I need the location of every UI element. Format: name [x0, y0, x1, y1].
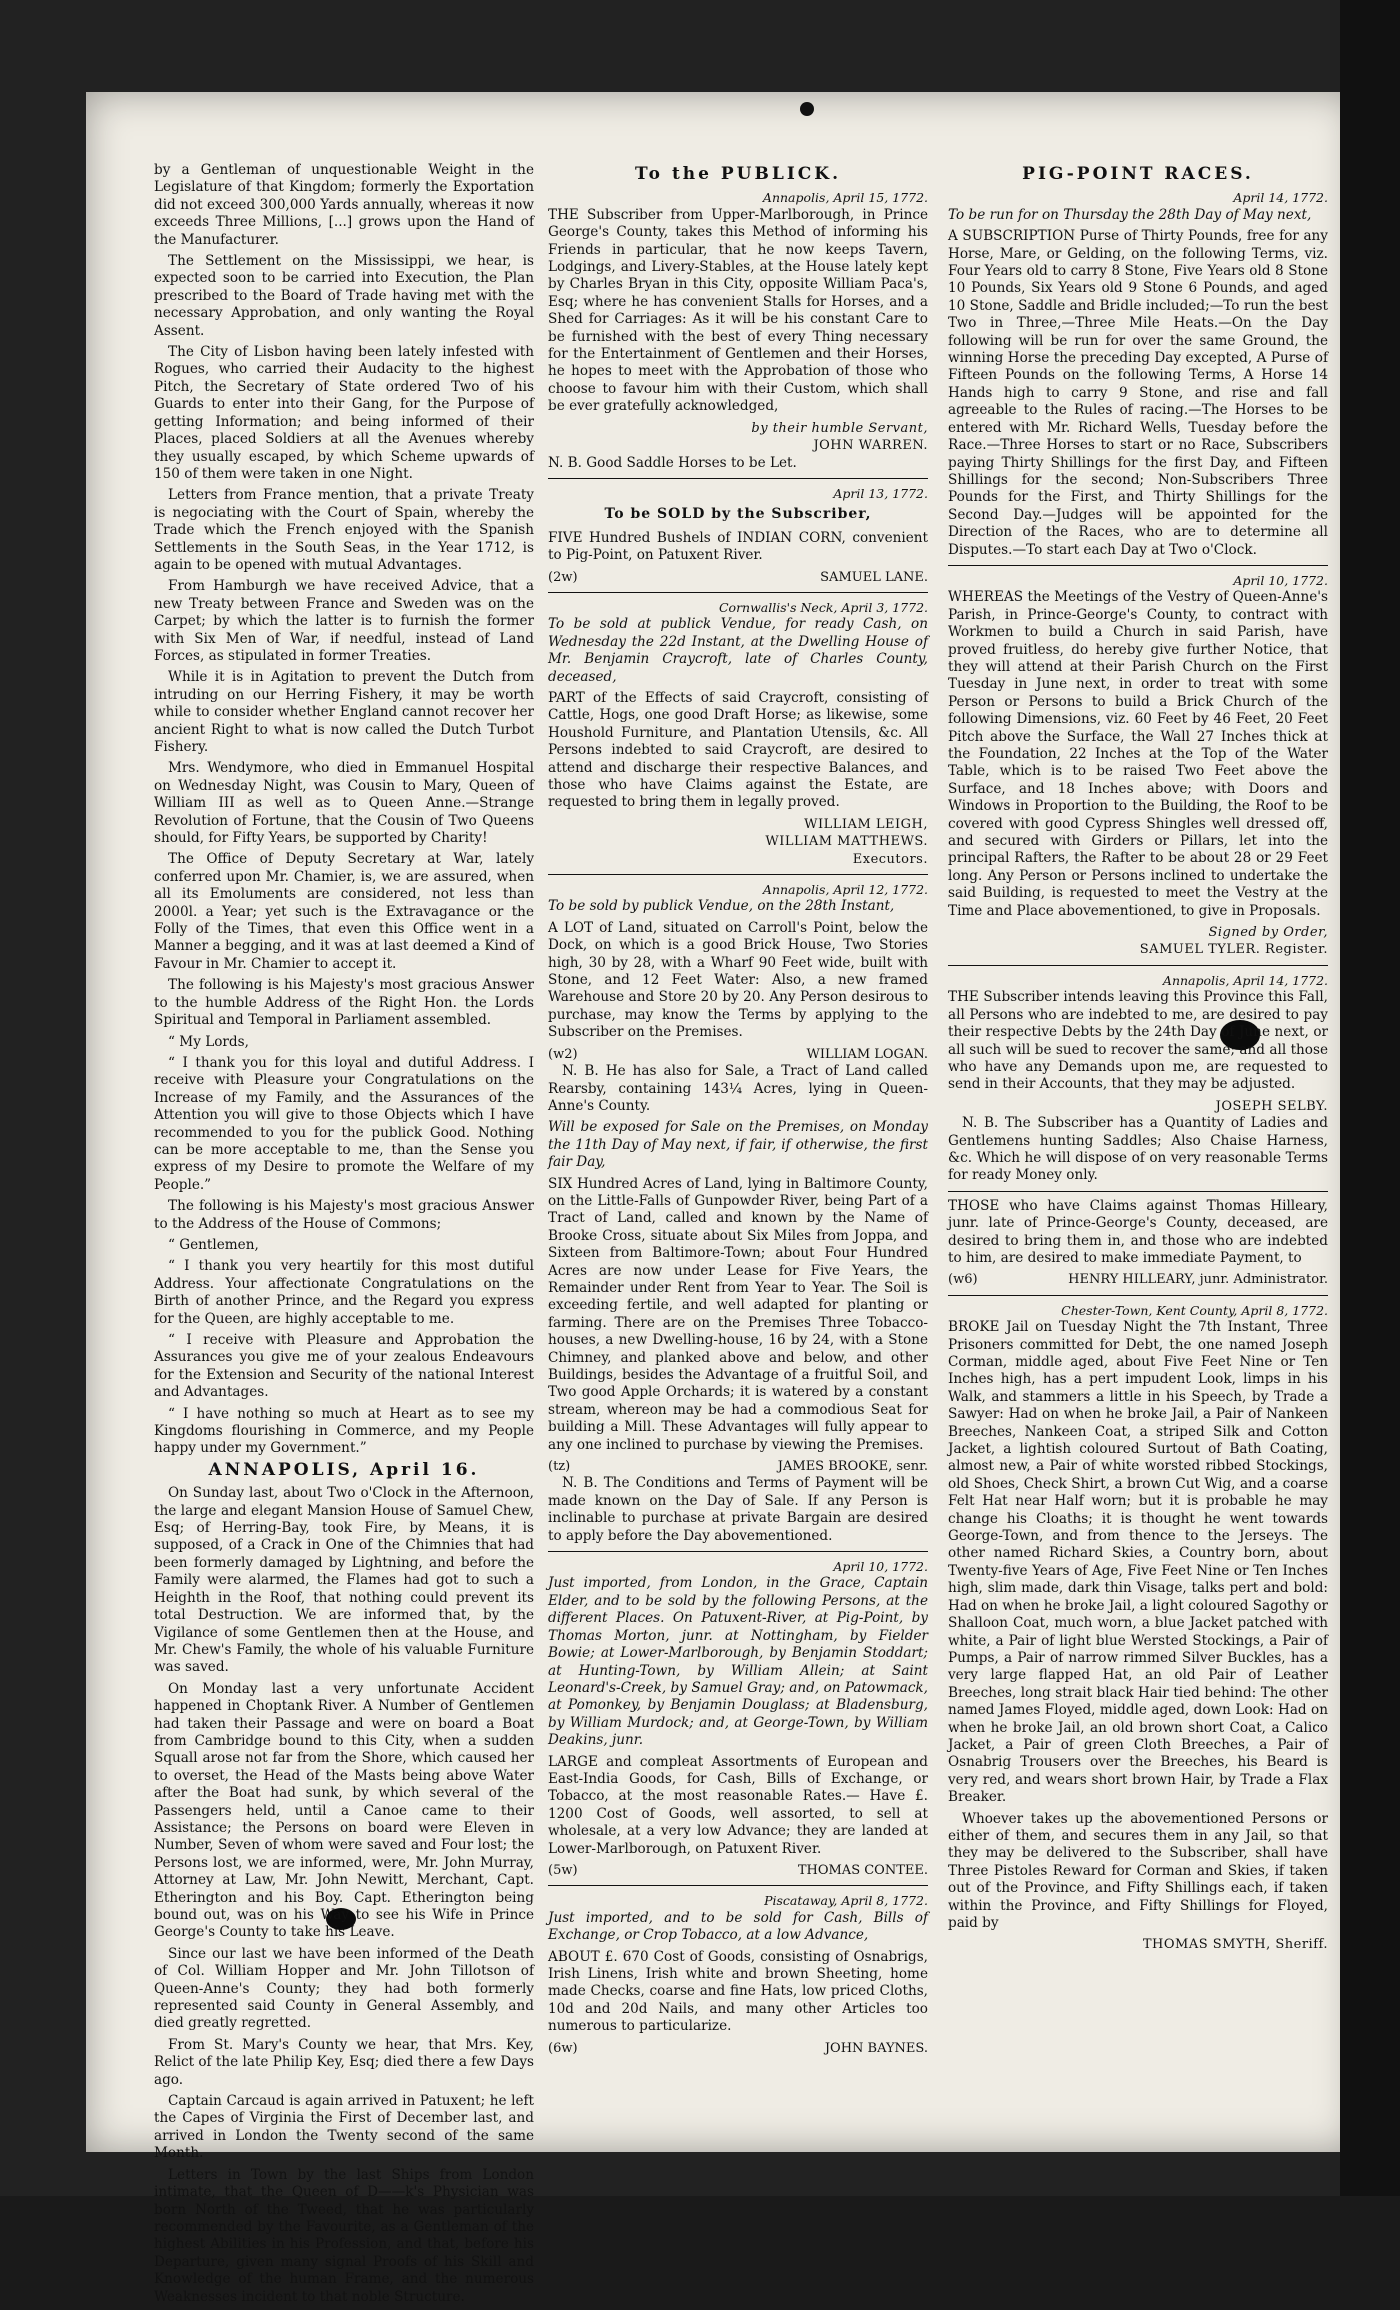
column-advertisements — [548, 162, 928, 2057]
ad-closing: by their humble Servant, — [751, 420, 928, 436]
news-paragraph: The following is his Majesty's most gracious Answer to the Address of the House of Commons; — [154, 1198, 534, 1232]
ad-text: LARGE and compleat Assortments of European and East-India Goods, for Cash, Bills of Exchange, or Tobacco, at the most reasonable Rates.— Have £. 1200 Cost of Goods, well assorted, to sell at wholesale, at a very low Advance; they are landed at Lower-Marlborough, on Patuxent River. — [548, 1753, 928, 1857]
news-paragraph: From St. Mary's County we hear, that Mrs. Key, Relict of the late Philip Key, Esq; died there a few Days ago. — [154, 2036, 534, 2088]
ad-code: (2w) — [548, 569, 578, 585]
ad-intro: Just imported, and to be sold for Cash, Bills of Exchange, or Crop Tobacco, at a low Advance, — [548, 1909, 928, 1944]
divider — [948, 1295, 1328, 1296]
ad-date: April 14, 1772. — [1233, 190, 1328, 206]
column-news — [154, 162, 534, 2310]
ad-code: (5w) — [548, 1862, 578, 1878]
ad-signature: WILLIAM LEIGH, — [804, 816, 928, 832]
ad-date: April 10, 1772. — [833, 1559, 928, 1575]
ad-signature: WILLIAM MATTHEWS. — [765, 834, 928, 850]
ad-text: A LOT of Land, situated on Carroll's Point, below the Dock, on which is a good Brick House, Two Stories high, 30 by 28, with a Wharf 90 Feet wide, built with Stone, and 12 Feet Water: Also, a new framed Warehouse and Store 20 by 20. Any Person desirous to purchase, may know the Terms by applying to the Subscriber on the Premises. — [548, 919, 928, 1041]
ad-signature: JOHN BAYNES. — [824, 2040, 928, 2056]
news-paragraph: The Settlement on the Mississippi, we hear, is expected soon to be carried into Execution, the Plan prescribed to the Board of Trade having met with the necessary Approbation, and only wanting the Royal Assent. — [154, 253, 534, 339]
ad-code: (6w) — [548, 2040, 578, 2056]
divider — [948, 565, 1328, 566]
ad-date: Annapolis, April 14, 1772. — [1162, 972, 1328, 988]
ad-intro: Just imported, from London, in the Grace, Captain Elder, and to be sold by the following Persons, at the different Places. On Patuxent-River, at Pig-Point, by Thomas Morton, junr. at Nottingham, by Fielder Bowie; at Lower-Marlborough, by Benjamin Stoddart; at Hunting-Town, by William Allein; at Saint Leonard's-Creek, by Samuel Gray; and, on Patowmack, at Pomonkey, by Benjamin Douglass; at Bladensburg, by William Murdock; and, at George-Town, by William Deakins, junr. — [548, 1575, 928, 1749]
ad-date: Annapolis, April 12, 1772. — [762, 882, 928, 898]
ad-text: PART of the Effects of said Craycroft, consisting of Cattle, Hogs, one good Draft Horse; as likewise, some Houshold Furniture, and Plantation Utensils, &c. All Persons indebted to said Craycroft, are desired to attend and discharge their respective Balances, and those who have Claims against the Estate, are requested to bring them in legally proved. — [548, 689, 928, 811]
ad-signature: HENRY HILLEARY, junr. Administrator. — [1068, 1272, 1328, 1288]
news-paragraph: While it is in Agitation to prevent the Dutch from intruding on our Herring Fishery, it may be worth while to consider whether England cannot recover her ancient Right to what is now called the Dutch Turbot Fishery. — [154, 669, 534, 755]
ad-intro: To be run for on Thursday the 28th Day of May next, — [948, 206, 1312, 223]
ad-signature: THOMAS CONTEE. — [797, 1862, 928, 1878]
ad-date: April 10, 1772. — [1233, 572, 1328, 588]
news-paragraph: Since our last we have been informed of the Death of Col. William Hopper and Mr. John Tillotson of Queen-Anne's County; they had both formerly represented said County in General Assembly, and died greatly regretted. — [154, 1945, 534, 2032]
ad-date: April 13, 1772. — [833, 485, 928, 501]
ad-closing: Signed by Order, — [1208, 925, 1328, 941]
divider — [548, 592, 928, 593]
ad-date: Chester-Town, Kent County, April 8, 1772. — [1061, 1302, 1328, 1318]
news-paragraph: From Hamburgh we have received Advice, that a new Treaty between France and Sweden was on the Carpet; by which the latter is to furnish the former with Six Men of War, if needful, instead of Land Forces, as stipulated in former Treaties. — [154, 578, 534, 664]
ad-intro: Will be exposed for Sale on the Premises, on Monday the 11th Day of May next, if fair, if otherwise, the first fair Day, — [548, 1119, 928, 1171]
ad-text: BROKE Jail on Tuesday Night the 7th Instant, Three Prisoners committed for Debt, the one named Joseph Corman, middle aged, about Five Feet Nine or Ten Inches high, has a pert impudent Look, limps in his Walk, and stammers a little in his Speech, by Trade a Sawyer: Had on when he broke Jail, a Pair of Nankeen Breeches, Nankeen Coat, a striped Silk and Cotton Jacket, a lightish coloured Surtout of Bath Coating, almost new, a Pair of white worsted ribbed Stockings, old Shoes, Check Shirt, a brown Cut Wig, and a coarse Felt Hat near Half worn; but it is probable he may change his Cloaths; it is thought he went towards George-Town, and from thence to the Jerseys. The other named Richard Skies, a Country born, about Twenty-five Years of Age, Five Feet Nine or Ten Inches high, slim made, dark thin Visage, talks pert and bold: Had on when he broke Jail, a light coloured Sagothy or Shalloon Coat, much worn, a blue Jacket patched with white, a Pair of light blue Wersted Stockings, a Pair of Pumps, a Pair of narrow rimmed Silver Buckles, has a very large flapped Hat, an old Pair of Leather Breeches, long strait black Hair tied behind: The other named James Floyed, middle aged, down Look: Had on when he broke Jail, an old brown short Coat, a Calico Jacket, a Pair of green Cloth Breeches, a Pair of Osnabrig Trousers over the Breeches, his Beard is very red, and wears short brown Hair, by Trade a Flax Breaker. — [948, 1319, 1328, 1806]
ad-text: THOSE who have Claims against Thomas Hilleary, junr. late of Prince-George's County, deceased, are desired to bring them in, and those who are indebted to him, are desired to make immediate Payment, to — [948, 1197, 1328, 1266]
ad-signature: SAMUEL LANE. — [820, 569, 928, 585]
news-paragraph: “ I have nothing so much at Heart as to see my Kingdoms flourishing in Commerce, and my People happy under my Government.” — [154, 1405, 534, 1457]
news-paragraph: The following is his Majesty's most gracious Answer to the humble Address of the Right Hon. the Lords Spiritual and Temporal in Parliament assembled. — [154, 977, 534, 1029]
salutation: “ My Lords, — [168, 1033, 249, 1050]
ad-date: Piscataway, April 8, 1772. — [764, 1893, 928, 1909]
ad-role: Executors. — [852, 851, 928, 867]
ad-signature: JOHN WARREN. — [813, 438, 928, 454]
news-paragraph: The City of Lisbon having been lately infested with Rogues, who carried their Audacity to the highest Pitch, the Secretary of State ordered Two of his Guards to enter into their Gang, for the Purpose of getting Information; and being informed of their Places, placed Soldiers at all the Avenues whereby they usually escaped, by which Scheme upwards of 150 of them were taken in one Night. — [154, 344, 534, 482]
ad-text: FIVE Hundred Bushels of INDIAN CORN, convenient to Pig-Point, on Patuxent River. — [548, 529, 928, 564]
salutation: “ Gentlemen, — [168, 1236, 259, 1253]
binding-hole — [800, 102, 814, 116]
news-paragraph: On Sunday last, about Two o'Clock in the Afternoon, the large and elegant Mansion House of Samuel Chew, Esq; of Herring-Bay, took Fire, by Means, it is supposed, of a Crack in One of the Chimnies that had been formerly damaged by Lightning, and before the Family were alarmed, the Flames had got to such a Heighth in the Roof, that nothing could prevent its total Destruction. We are informed that, by the Vigilance of some Gentlemen then at the House, and Mr. Chew's Family, the whole of his valuable Furniture was saved. — [154, 1485, 534, 1676]
ad-intro: To be sold at publick Vendue, for ready Cash, on Wednesday the 22d Instant, at the Dwelling House of Mr. Benjamin Craycroft, late of Charles County, deceased, — [548, 616, 928, 685]
ad-text: Whoever takes up the abovementioned Persons or either of them, and secures them in any Jail, so that they may be delivered to the Subscriber, shall have Three Pistoles Reward for Corman and Skies, if taken out of the Province, and Fifty Shillings each, if taken within the Province, and Fifty Shillings for Floyed, paid by — [948, 1810, 1328, 1931]
ad-code: (w6) — [948, 1272, 978, 1288]
news-paragraph: Mrs. Wendymore, who died in Emmanuel Hospital on Wednesday Night, was Cousin to Mary, Queen of William III as well as to Queen Anne.—Strange Revolution of Fortune, that the Cousin of Two Queens should, for Fifty Years, be supported by Charity! — [154, 760, 534, 847]
news-paragraph: On Monday last a very unfortunate Accident happened in Choptank River. A Number of Gentlemen had taken their Passage and were on board a Boat from Cambridge bound to this City, when a sudden Squall arose not far from the Shore, which caused her to overset, the Head of the Masts being above Water after the Boat had sunk, by which several of the Passengers held, until a Canoe came to their Assistance; the Persons on board were Eleven in Number, Seven of whom were saved and Four lost; the Persons lost, we are informed, were, Mr. John Murray, Attorney at Law, Mr. John Newitt, Merchant, Capt. Etherington and his Boy. Capt. Etherington being bound out, was on his Way to see his Wife in Prince George's County to take his Leave. — [154, 1680, 534, 1941]
scan-edge — [1340, 0, 1400, 2196]
divider — [948, 965, 1328, 966]
ad-signature: JOSEPH SELBY. — [1215, 1098, 1328, 1114]
divider — [548, 478, 928, 479]
news-paragraph: The Office of Deputy Secretary at War, lately conferred upon Mr. Chamier, is, we are assured, when all its Emoluments are considered, not less than 2000l. a Year; yet such is the Extravagance or the Folly of the Times, that even this Office went in a Manner a begging, and it was at last deemed a Kind of Favour in Mr. Chamier to accept it. — [154, 851, 534, 972]
ad-intro: To be SOLD by the Subscriber, — [604, 506, 872, 523]
ad-signature: SAMUEL TYLER. Register. — [1139, 942, 1328, 958]
news-paragraph: by a Gentleman of unquestionable Weight in the Legislature of that Kingdom; formerly the Exportation did not exceed 300,000 Yards annually, whereas it now exceeds Three Millions, [...] grows upon the Hand of the Manufacturer. — [154, 162, 534, 248]
column-heading: PIG-POINT RACES. — [1022, 164, 1254, 184]
column-notices — [948, 162, 1328, 1954]
ad-note: N. B. Good Saddle Horses to be Let. — [548, 454, 797, 471]
divider — [548, 1551, 928, 1552]
newspaper-page — [86, 92, 1356, 2305]
divider — [948, 1191, 1328, 1192]
ad-text: THE Subscriber intends leaving this Province this Fall, all Persons who are indebted to me, are desired to pay their respective Debts by the 24th Day of June next, or all such will be sued to recover the same; and all those who have any Demands upon me, are requested to send in their Accounts, that they may be adjusted. — [948, 989, 1328, 1093]
news-paragraph: Letters from France mention, that a private Treaty is negociating with the Court of Spain, whereby the Trade which the French enjoyed with the Spanish Settlements in the South Seas, in the Year 1712, is again to be opened with mutual Advantages. — [154, 487, 534, 573]
news-paragraph: Captain Carcaud is again arrived in Patuxent; he left the Capes of Virginia the First of December last, and arrived in London the Twenty second of the same Month. — [154, 2093, 534, 2162]
ad-date: Cornwallis's Neck, April 3, 1772. — [718, 599, 928, 615]
ad-text: SIX Hundred Acres of Land, lying in Baltimore County, on the Little-Falls of Gunpowder River, being Part of a Tract of Land, called and known by the Name of Brooke Cross, situate about Six Miles from Joppa, and Sixteen from Baltimore-Town; about Four Hundred Acres are now under Lease for Five Years, the Remainder under Rent from Year to Year. The Soil is exceeding fertile, and well adapted for planting or farming. There are on the Premises Three Tobacco-houses, a new Dwelling-house, 16 by 24, with a Stone Chimney, and planked above and below, and other Buildings, besides the Advantage of a fruitful Soil, and Two good Apple Orchards; it is watered by a constant stream, whereon may be had a commodious Seat for building a Mill. These Advantages will fully appear to any one inclined to purchase by viewing the Premises. — [548, 1175, 928, 1453]
ad-text: THE Subscriber from Upper-Marlborough, in Prince George's County, takes this Method of informing his Friends in particular, that he now keeps Tavern, Lodgings, and Livery-Stables, at the House lately kept by Charles Bryan in this City, opposite William Paca's, Esq; where he has convenient Stalls for Horses, and a Shed for Carriages: As it will be his constant Care to be furnished with the best of every Thing necessary for the Entertainment of Gentlemen and their Horses, he hopes to meet with the Approbation of those who choose to favour him with their Custom, which shall be ever gratefully acknowledged, — [548, 206, 928, 415]
divider — [548, 1885, 928, 1886]
ad-signature: THOMAS SMYTH, Sheriff. — [1142, 1937, 1328, 1953]
ad-note: N. B. He has also for Sale, a Tract of Land called Rearsby, containing 143¼ Acres, lying in Queen-Anne's County. — [548, 1063, 928, 1114]
ad-note: N. B. The Subscriber has a Quantity of Ladies and Gentlemens hunting Saddles; Also Chaise Harness, &c. Which he will dispose of on very reasonable Terms for ready Money only. — [948, 1115, 1328, 1184]
ad-text: ABOUT £. 670 Cost of Goods, consisting of Osnabrigs, Irish Linens, Irish white and brown Sheeting, home made Checks, coarse and fine Hats, low priced Cloths, 10d and 20d Nails, and many other Articles too numerous to particularize. — [548, 1948, 928, 2035]
ad-signature: JAMES BROOKE, senr. — [777, 1459, 928, 1475]
news-paragraph: “ I thank you very heartily for this most dutiful Address. Your affectionate Congratulations on the Birth of another Prince, and the Regard you express for the Queen, are highly acceptable to me. — [154, 1258, 534, 1327]
ad-text: A SUBSCRIPTION Purse of Thirty Pounds, free for any Horse, Mare, or Gelding, on the following Terms, viz. Four Years old to carry 8 Stone, Five Years old 8 Stone 10 Pounds, Six Years old 9 Stone 6 Pounds, and aged 10 Stone, Saddle and Bridle included;—To run the best Two in Three,—Three Mile Heats.—On the Day following will be run for over the same Ground, the winning Horse the preceding Day excepted, A Purse of Fifteen Pounds on the following Terms, A Horse 14 Hands high to carry 9 Stone, and rise and fall agreeable to the Rules of racing.—The Horses to be entered with Mr. Richard Wells, Tuesday before the Race.—Three Horses to start or no Race, Subscribers paying Thirty Shillings for the first Day, and Fifteen Shillings for the second; Non-Subscribers Three Pounds for the First, and Thirty Shillings for the Second Day.—Judges will be appointed for the Direction of the Races, who are to determine all Disputes.—To start each Day at Two o'Clock. — [948, 228, 1328, 558]
ad-intro: To be sold by publick Vendue, on the 28th Instant, — [548, 898, 895, 915]
news-paragraph: Letters in Town by the last Ships from London intimate, that the Queen of D——k's Physician was born North of the Tweed, that he was particularly recommended by the Favourite, as a Gentleman of the highest Abilities in his Profession, and that, before his Departure, given many signal Proofs of his Skill and Knowledge of the human Frame, and the numerous Weaknesses incident to that noble Structure. — [154, 2166, 534, 2305]
ad-text: WHEREAS the Meetings of the Vestry of Queen-Anne's Parish, in Prince-George's County, to contract with Workmen to build a Church in said Parish, have proved fruitless, do hereby give further Notice, that they will attend at their Parish Church on the First Tuesday in June next, in order to treat with some Person or Persons to build a Brick Church of the following Dimensions, viz. 60 Feet by 46 Feet, 20 Feet Pitch above the Surface, the Wall 27 Inches thick at the Foundation, 22 Inches at the Top of the Water Table, which is to be raised Two Feet above the Surface, and 18 Inches above; with Doors and Windows in Proportion to the Building, the Roof to be covered with good Cypress Shingles well dressed off, and secured with Girders or Pillars, let into the principal Rafters, the Rafter to be about 28 or 29 Feet long. Any Person or Persons inclined to undertake the said Building, is requested to meet the Vestry at the Time and Place abovementioned, to give in Proposals. — [948, 589, 1328, 919]
ad-code: (tz) — [548, 1459, 571, 1475]
news-paragraph: “ I thank you for this loyal and dutiful Address. I receive with Pleasure your Congratulations on the Increase of my Family, and the Assurances of the Attention you will give to those Objects which I have recommended to you for the publick Good. Nothing can be more acceptable to me, than the Sense you express of my Desire to promote the Welfare of my People.” — [154, 1054, 534, 1193]
divider — [548, 874, 928, 875]
ad-signature: WILLIAM LOGAN. — [806, 1046, 928, 1062]
news-paragraph: “ I receive with Pleasure and Approbation the Assurances you give me of your zealous Endeavours for the Extension and Security of the national Interest and Advantages. — [154, 1332, 534, 1401]
ad-note: N. B. The Conditions and Terms of Payment will be made known on the Day of Sale. If any Person is inclinable to purchase at private Bargain are desired to apply before the Day abovementioned. — [548, 1475, 928, 1544]
ad-date: Annapolis, April 15, 1772. — [762, 190, 928, 206]
column-heading: To the PUBLICK. — [634, 164, 841, 184]
annapolis-heading: ANNAPOLIS, April 16. — [208, 1459, 480, 1480]
ad-code: (w2) — [548, 1046, 578, 1062]
